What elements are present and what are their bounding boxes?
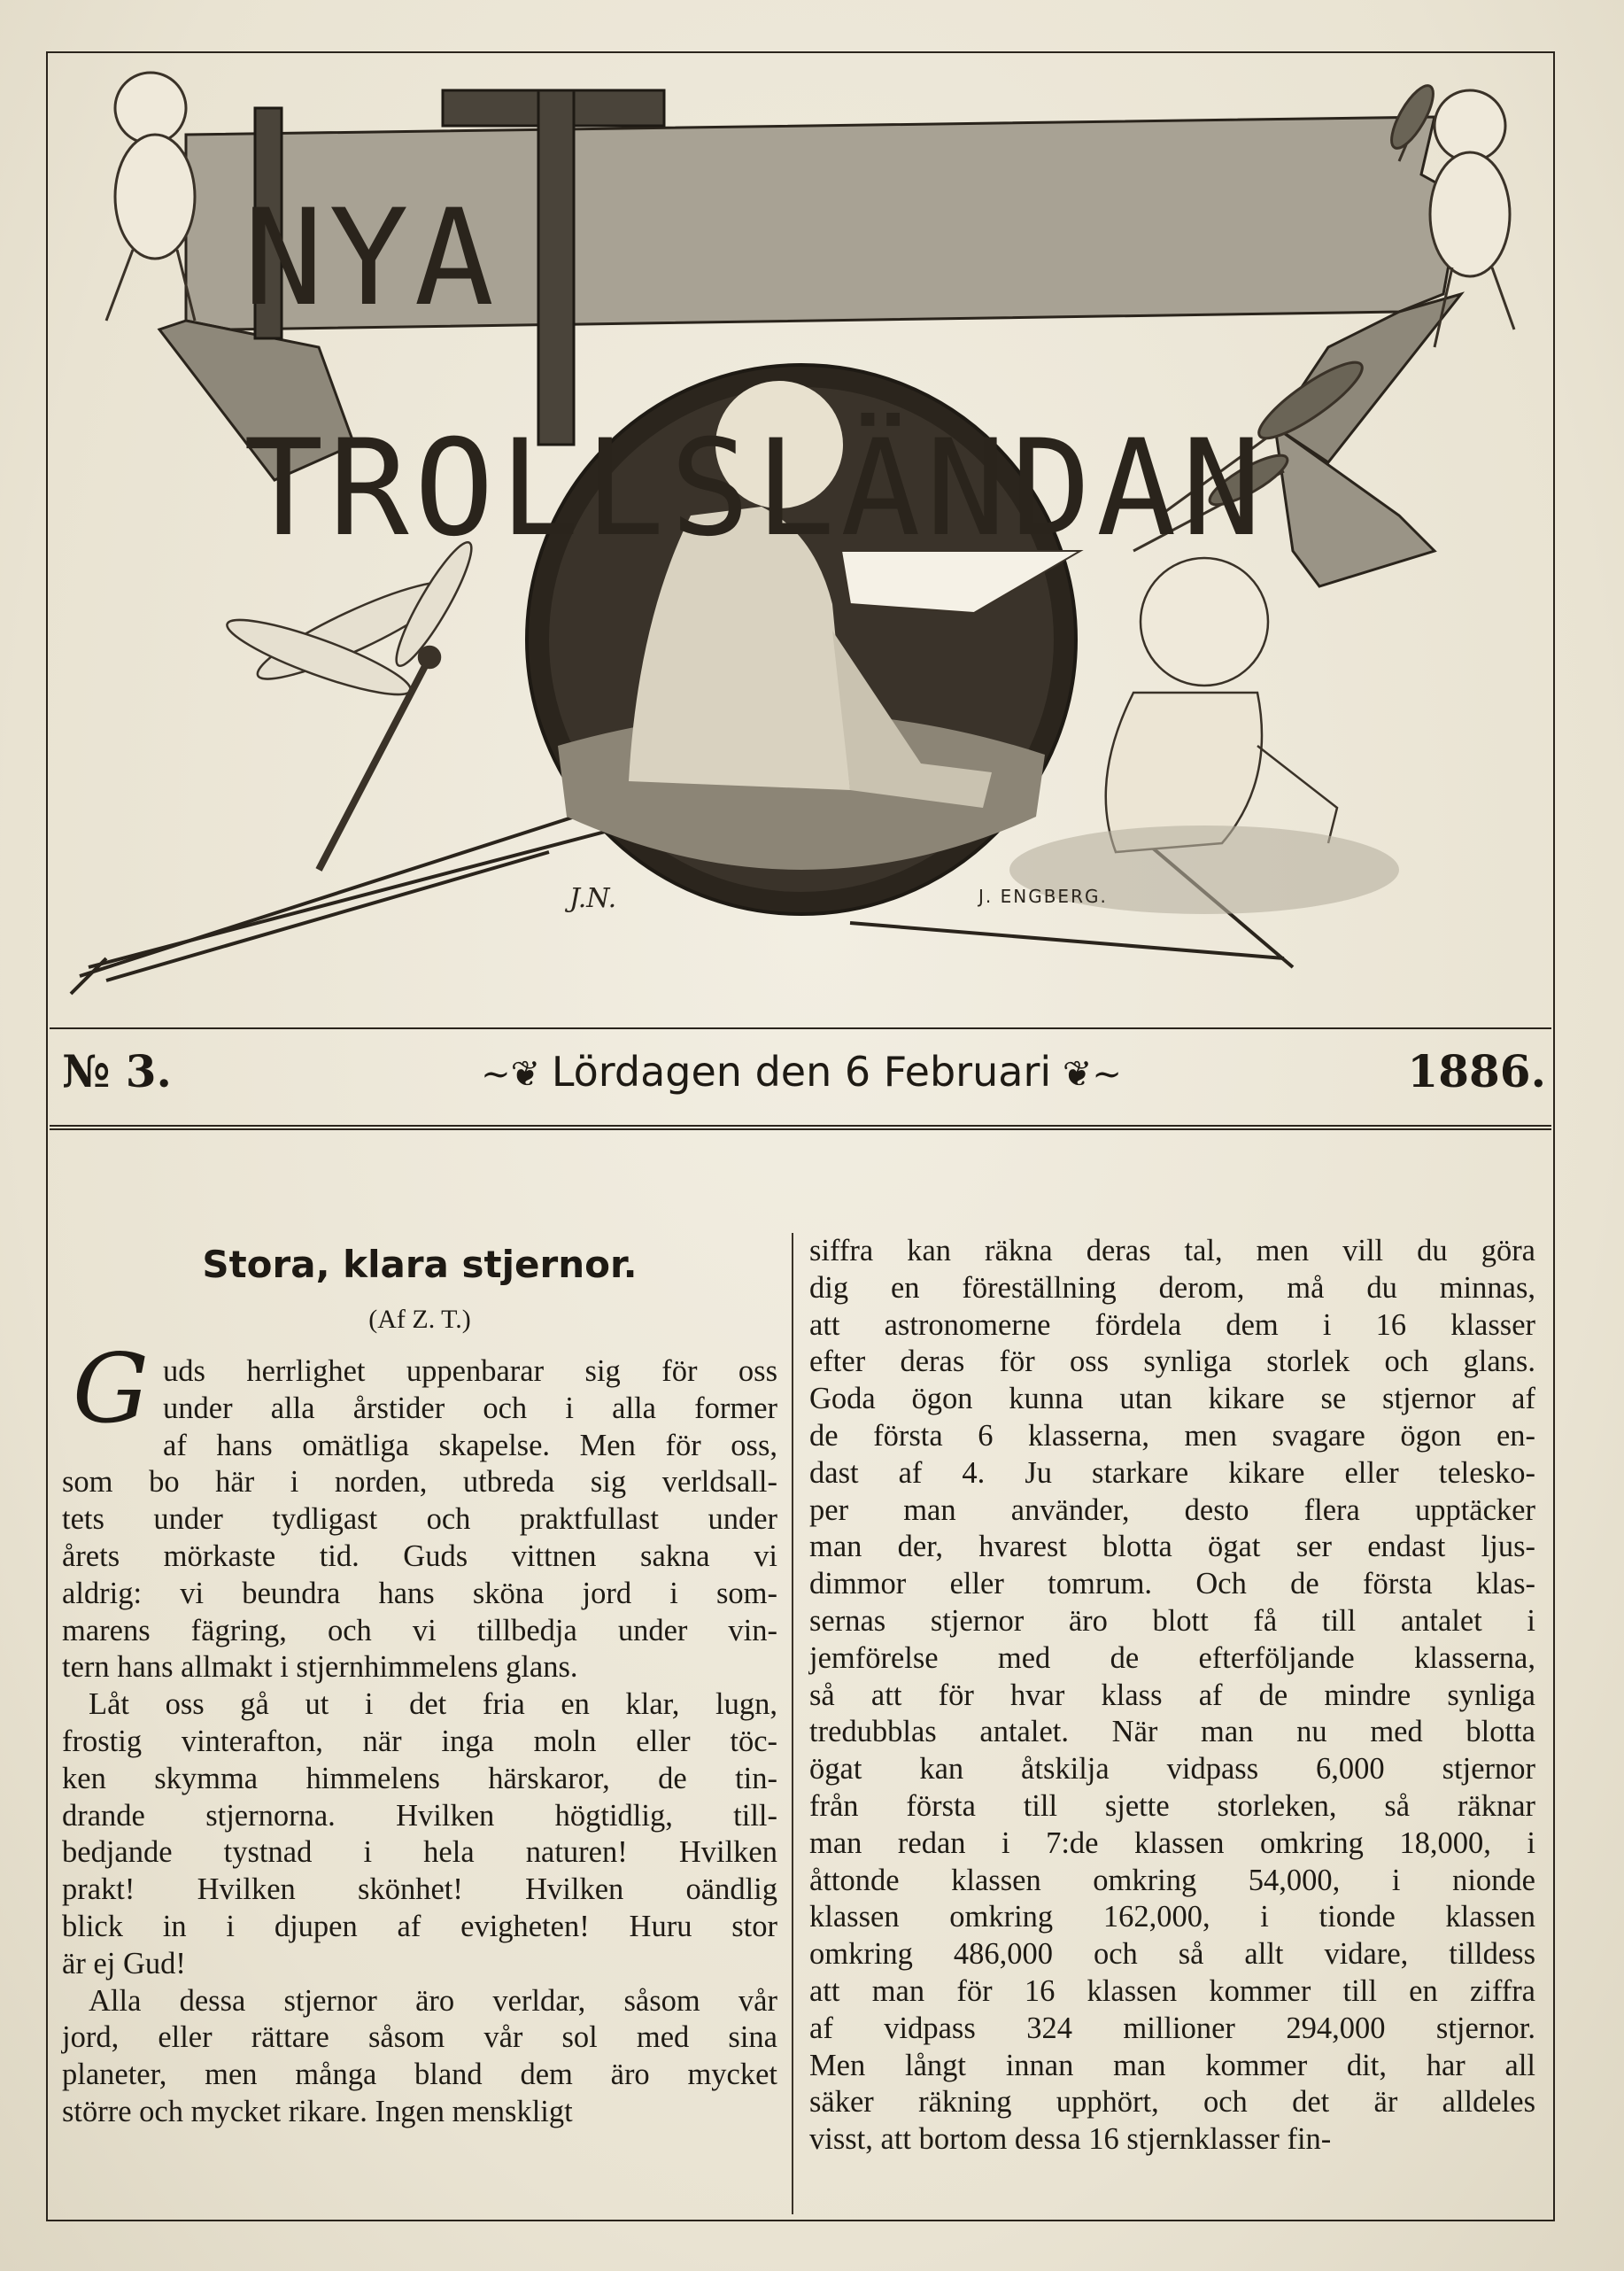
text-line: årets mörkaste tid. Guds vittnen sakna vi — [62, 1539, 777, 1573]
left-column-body — [62, 1334, 777, 2131]
text-line: frostig vinterafton, när inga moln eller töc- — [62, 1724, 777, 1758]
text-line: marens fägring, och vi tillbedja under vin- — [62, 1613, 777, 1647]
issue-year: 1886. — [1407, 1045, 1546, 1097]
text-line: af vidpass 324 millioner 294,000 stjernor. — [809, 2011, 1535, 2045]
artist-signature-right: J. ENGBERG. — [978, 886, 1108, 907]
issue-line — [53, 1036, 1550, 1107]
text-line: bedjande tystnad i hela naturen! Hvilken — [62, 1835, 777, 1870]
text-line: Låt oss gå ut i det fria en klar, lugn, — [89, 1687, 777, 1722]
cherub-right-icon — [1430, 90, 1514, 347]
text-line: dimmor eller tomrum. Och de första klas- — [809, 1567, 1535, 1601]
masthead — [53, 55, 1550, 1011]
issue-date: Lördagen den 6 Februari — [551, 1048, 1052, 1096]
text-line: är ej Gud! — [62, 1946, 186, 1980]
text-line: större och mycket rikare. Ingen menskligt — [62, 2094, 573, 2128]
page-frame-bottom — [46, 2220, 1555, 2221]
text-line: visst, att bortom dessa 16 stjernklasser fin- — [809, 2122, 1332, 2157]
text-line: som bo här i norden, utbreda sig verldsall- — [62, 1465, 777, 1500]
masthead-title: NYA TROLLSLÄNDAN — [244, 182, 1267, 566]
text-line: från första till sjette storleken, så räknar — [809, 1788, 1535, 1823]
text-line: tredubblas antalet. När man nu med blotta — [809, 1715, 1535, 1749]
article-title: Stora, klara stjernor. — [202, 1243, 638, 1286]
text-line: tern hans allmakt i stjernhimmelens glans. — [62, 1650, 578, 1685]
text-line: aldrig: vi beundra hans sköna jord i som- — [62, 1576, 777, 1610]
ornament-right-icon: ❦~ — [1051, 1054, 1122, 1095]
article-author: (Af Z. T.) — [368, 1305, 471, 1334]
article-paragraph — [809, 1233, 1535, 2159]
text-line: ken skymma himmelens härskaror, de tin- — [62, 1761, 777, 1795]
text-line: af hans omätliga skapelse. Men för oss, — [163, 1428, 777, 1462]
text-line: klassen omkring 162,000, i tionde klassen — [809, 1900, 1535, 1934]
issue-bottom-rule — [50, 1125, 1551, 1130]
text-line: man redan i 7:de klassen omkring 18,000, i — [809, 1825, 1535, 1860]
text-line: att astronomerne fördela dem i 16 klasser — [809, 1307, 1535, 1342]
page-frame-right — [1553, 51, 1555, 2221]
article-paragraph — [62, 1983, 777, 2131]
text-line: tets under tydligast och praktfullast under — [62, 1502, 777, 1537]
text-line: sernas stjernor äro blott få till antalet i — [809, 1603, 1535, 1638]
text-line: åttonde klassen omkring 54,000, i nionde — [809, 1863, 1535, 1897]
artist-signature-left: J.N. — [569, 883, 617, 914]
text-line: planeter, men många bland dem äro mycket — [62, 2058, 777, 2092]
text-line: ögat kan åtskilja vidpass 6,000 stjernor — [809, 1752, 1535, 1787]
text-line: säker räkning upphört, och det är alldeles — [809, 2085, 1535, 2120]
text-line: blick in i djupen af evigheten! Huru stor — [62, 1909, 777, 1943]
drop-cap-letter: G — [72, 1334, 150, 1445]
page-frame-top — [46, 51, 1555, 53]
text-line: omkring 486,000 och så allt vidare, tilldess — [809, 1937, 1535, 1972]
text-line: dig en föreställning derom, må du minnas, — [809, 1270, 1535, 1305]
text-line: de första 6 klasserna, men svagare ögon en- — [809, 1418, 1535, 1453]
article-right-column — [809, 1233, 1535, 2159]
text-line: efter deras för oss synliga storlek och glans. — [809, 1345, 1535, 1379]
page-frame-left — [46, 51, 48, 2221]
text-line: jemförelse med de efterföljande klasserna, — [809, 1640, 1535, 1675]
issue-date-block — [53, 1036, 1550, 1110]
ornament-left-icon: ~❦ — [481, 1054, 552, 1095]
text-line: siffra kan räkna deras tal, men vill du göra — [809, 1234, 1535, 1267]
text-line: drande stjernorna. Hvilken högtidlig, till- — [62, 1798, 777, 1833]
text-line: Alla dessa stjernor äro verldar, såsom vår — [89, 1983, 777, 2018]
issue-number: № 3. — [62, 1045, 172, 1097]
text-line: man der, hvarest blotta ögat ser endast ljus- — [809, 1530, 1535, 1564]
column-divider — [792, 1233, 793, 2214]
text-line: jord, eller rättare såsom vår sol med sina — [62, 2020, 777, 2055]
text-line: per man använder, desto flera upptäcker — [809, 1492, 1535, 1527]
text-line: prakt! Hvilken skönhet! Hvilken oändlig — [62, 1872, 777, 1907]
text-line: uds herrlighet uppenbarar sig för oss — [163, 1354, 777, 1388]
text-line: under alla årstider och i alla former — [163, 1391, 777, 1425]
right-column-body — [809, 1233, 1535, 2159]
issue-top-rule — [50, 1027, 1551, 1029]
text-line: dast af 4. Ju starkare kikare eller telesko- — [809, 1455, 1535, 1490]
article-paragraph — [62, 1334, 777, 1686]
text-line: att man för 16 klassen kommer till en ziffra — [809, 1973, 1535, 2008]
text-line: Goda ögon kunna utan kikare se stjernor af — [809, 1382, 1535, 1416]
text-line: så att för hvar klass af de mindre synliga — [809, 1678, 1535, 1712]
article-paragraph — [62, 1686, 777, 1982]
cherub-left-icon — [106, 73, 195, 321]
text-line: Men långt innan man kommer dit, har all — [809, 2048, 1535, 2082]
article-left-column — [62, 1233, 777, 2131]
